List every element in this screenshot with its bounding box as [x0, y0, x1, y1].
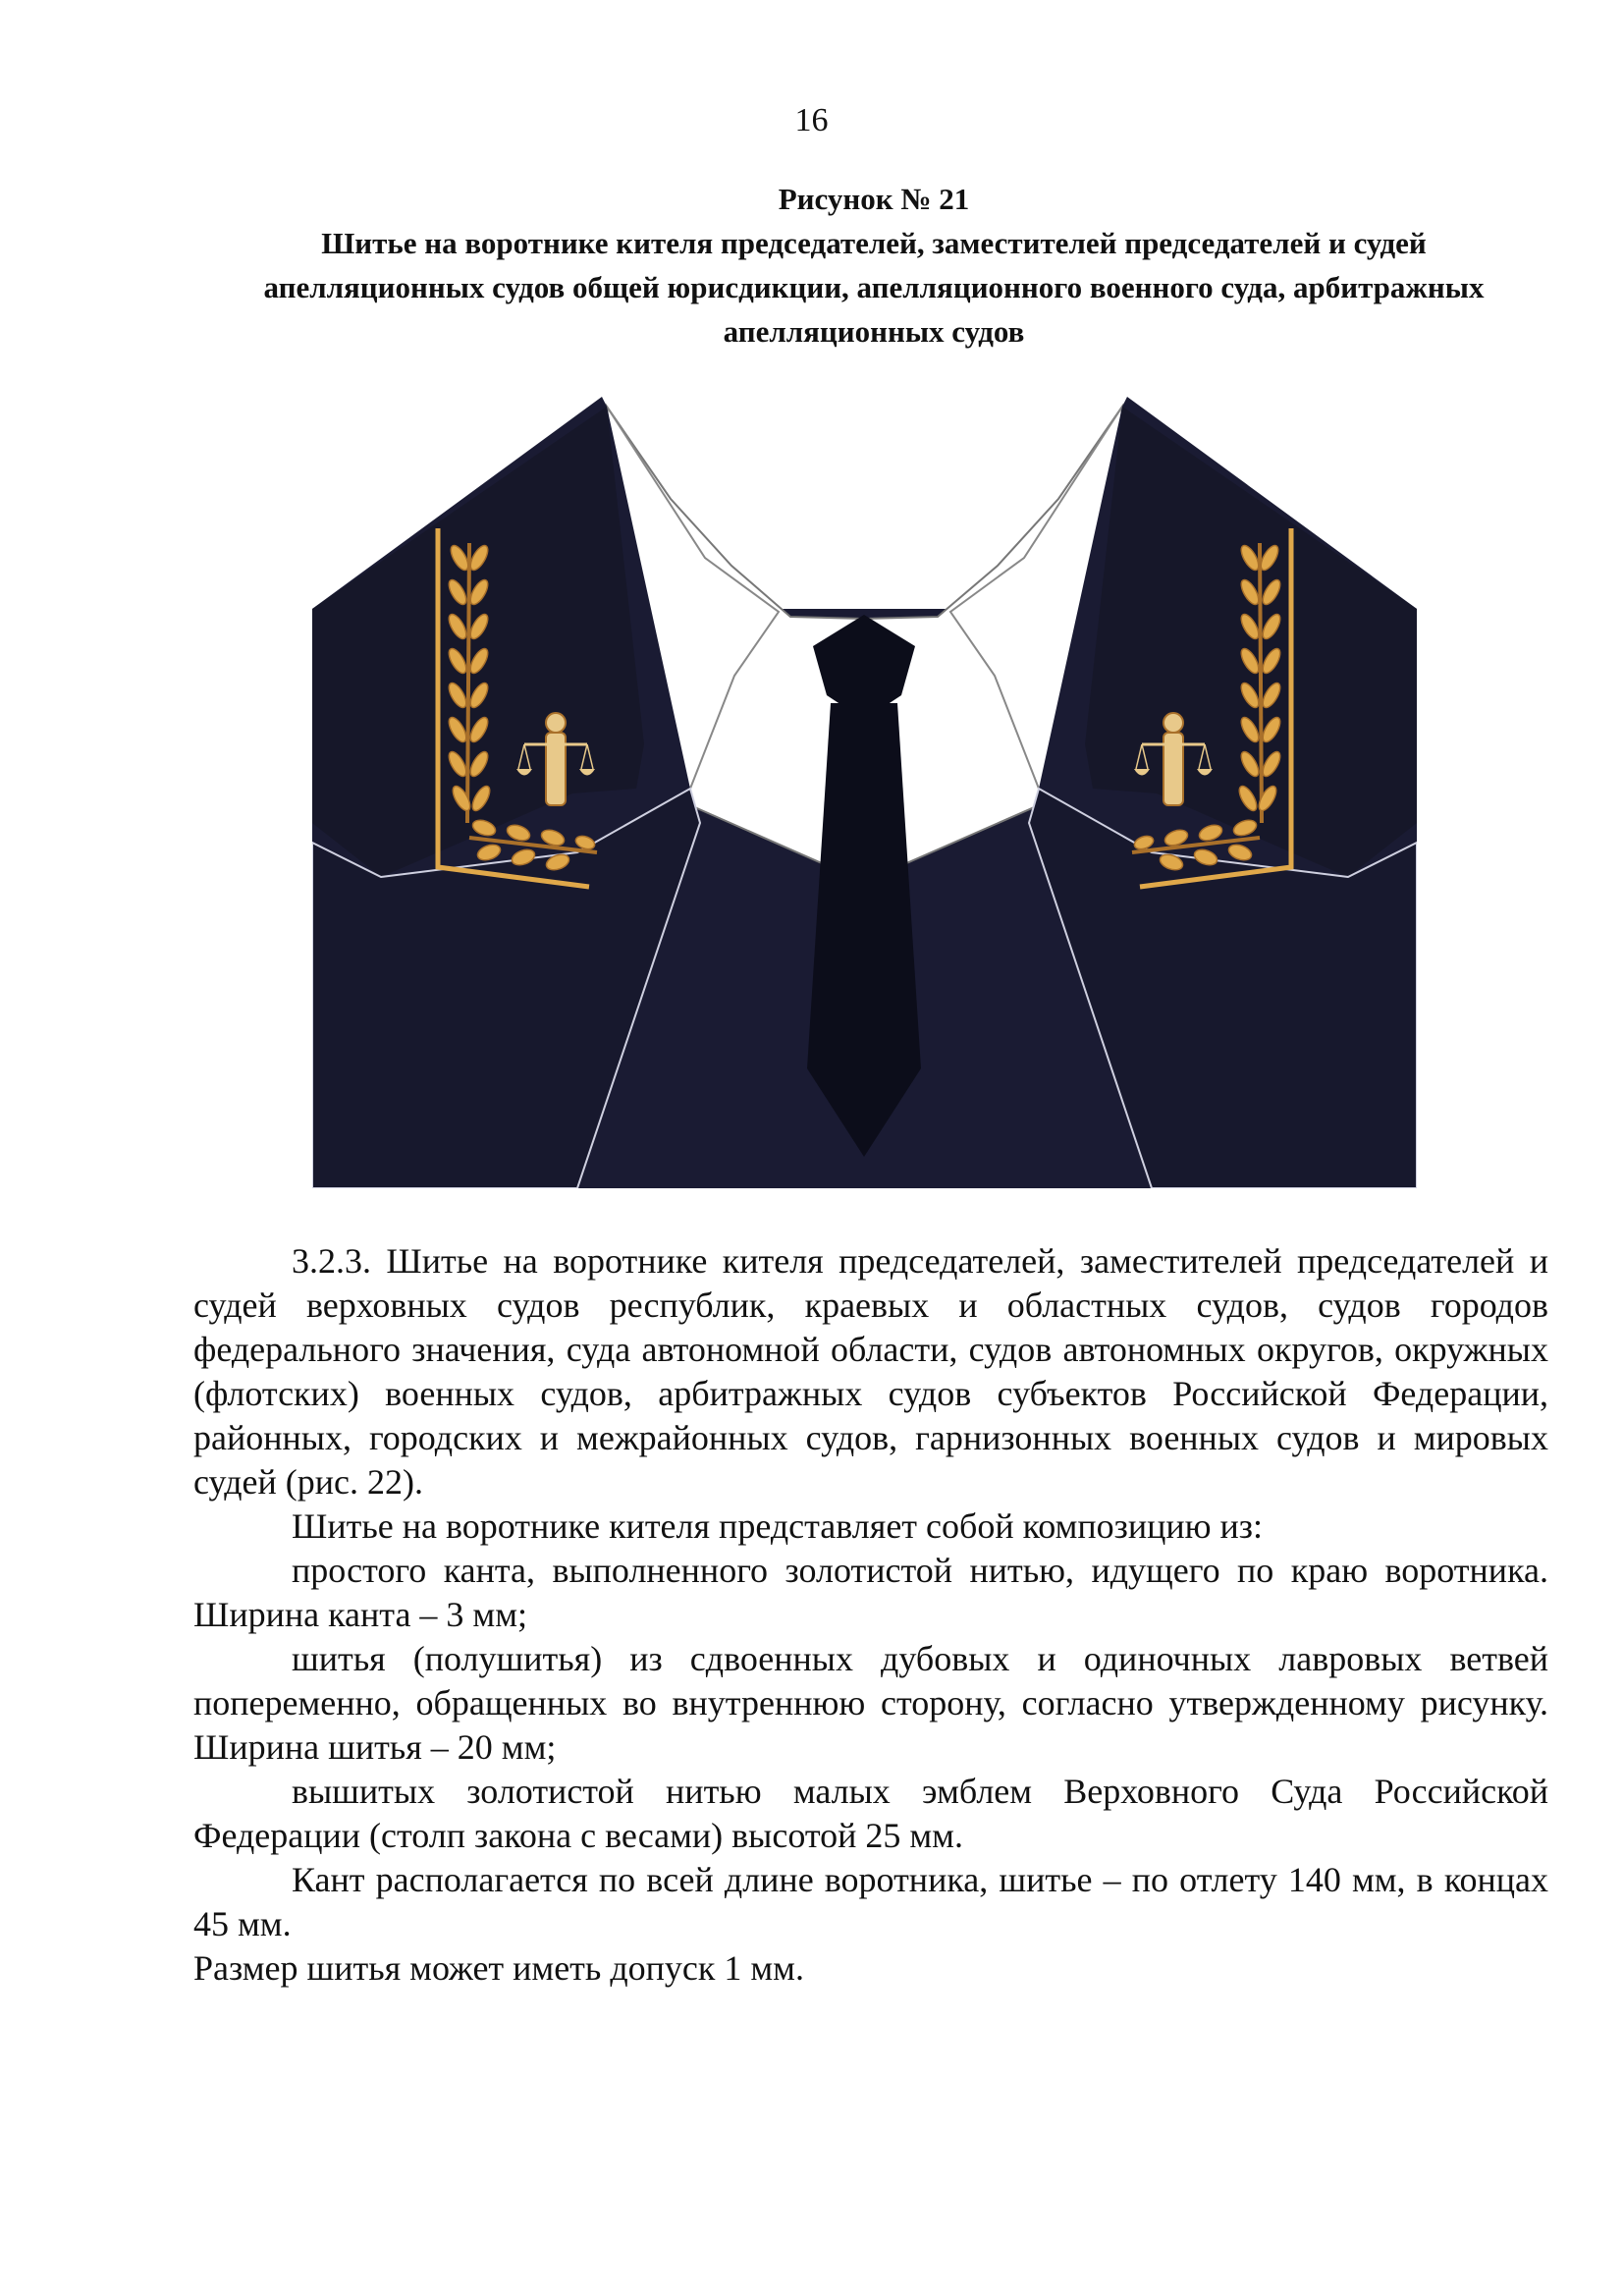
paragraph-placement: Кант располагается по всей длине воротника, шитье – по отлету 140 мм, в концах 45 мм. — [193, 1860, 1548, 1943]
figure-caption-line-1: Шитье на воротнике кителя председателей, заместителей председателей и судей — [321, 226, 1427, 260]
paragraph-piping: простого канта, выполненного золотистой нитью, идущего по краю воротника. Ширина канта – 3 мм; — [193, 1551, 1548, 1634]
paragraph-composition-intro: Шитье на воротнике кителя представляет собой композицию из: — [292, 1506, 1264, 1546]
paragraph-embroidery: шитья (полушитья) из сдвоенных дубовых и одиночных лавровых ветвей попеременно, обращенных во внутреннюю сторону, согласно утвержденному рисунку. Ширина шитья – 20 мм; — [193, 1639, 1548, 1767]
collar-illustration-svg — [312, 391, 1417, 1188]
paragraph-3-2-3: 3.2.3. Шитье на воротнике кителя председателей, заместителей председателей и судей верховных судов республик, краевых и областных судов, судов городов федерального значения, суда автономной области, судов автономных округов, окружных (флотских) военных судов, арбитражных судов субъектов Российской Федерации, районных, городских и межрайонных судов, гарнизонных военных судов и мировых судей (рис. 22). — [193, 1241, 1548, 1502]
figure-caption-line-3: апелляционных судов — [723, 314, 1025, 349]
paragraph-tolerance: Размер шитья может иметь допуск 1 мм. — [193, 1948, 804, 1988]
body-text — [193, 1239, 1548, 1991]
collar-illustration — [312, 391, 1417, 1188]
figure-caption — [187, 177, 1561, 354]
figure-caption-line-2: апелляционных судов общей юрисдикции, апелляционного военного суда, арбитражных — [263, 270, 1485, 304]
figure-label: Рисунок № 21 — [778, 182, 970, 216]
paragraph-emblems: вышитых золотистой нитью малых эмблем Верховного Суда Российской Федерации (столп закона с весами) высотой 25 мм. — [193, 1772, 1548, 1855]
page-number: 16 — [794, 102, 829, 138]
